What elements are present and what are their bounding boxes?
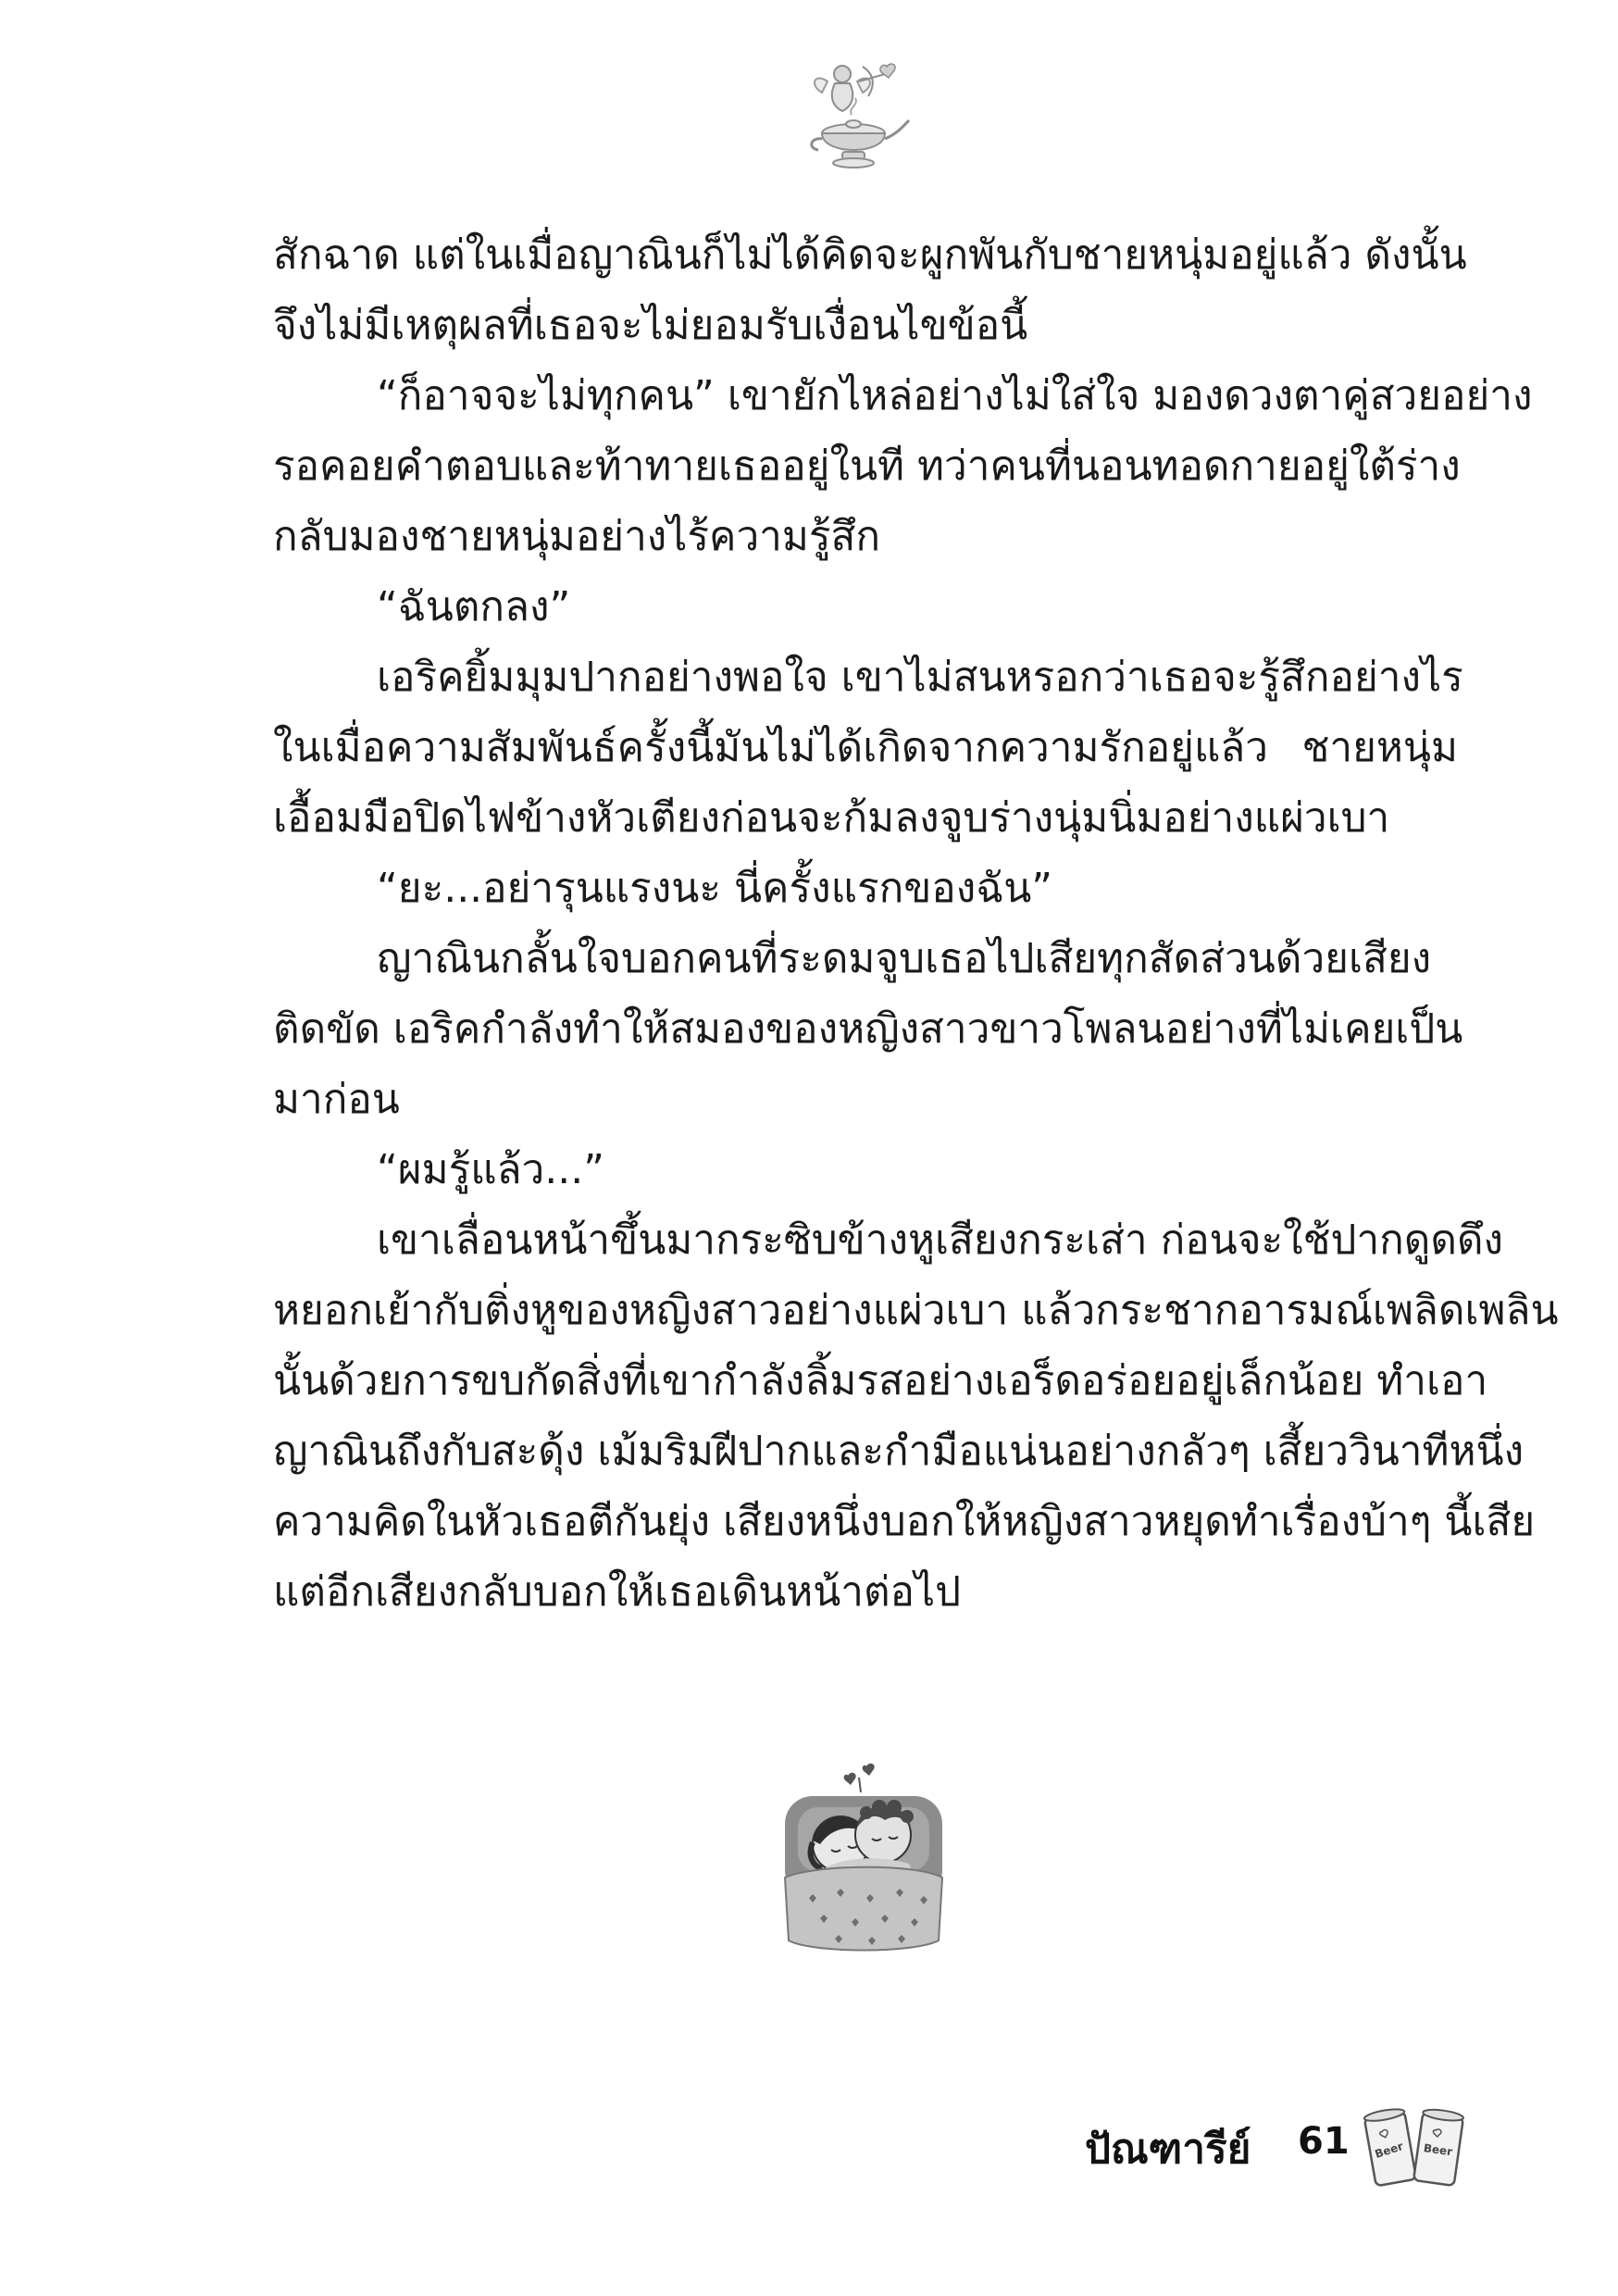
page-footer — [1085, 2094, 1464, 2196]
text-line: หยอกเย้ากับติ่งหูของหญิงสาวอย่างแผ่วเบา แล้วกระชากอารมณ์เพลิดเพลิน — [273, 1287, 1559, 1334]
text-line: “ยะ...อย่ารุนแรงนะ นี่ครั้งแรกของฉัน” — [377, 865, 1053, 912]
sleeping-couple-illustration — [776, 1759, 952, 1963]
beer-cans-icon — [1363, 2098, 1466, 2190]
can-label-right: Beer — [1423, 2141, 1454, 2159]
text-line: แต่อีกเสียงกลับบอกให้เธอเดินหน้าต่อไป — [273, 1568, 962, 1616]
text-line: “ก็อาจจะไม่ทุกคน” เขายักไหล่อย่างไม่ใส่ใจ มองดวงตาคู่สวยอย่าง — [377, 372, 1533, 419]
text-line: “ผมรู้แล้ว...” — [377, 1146, 604, 1193]
text-line: ความคิดในหัวเธอตีกันยุ่ง เสียงหนึ่งบอกให้หญิงสาวหยุดทำเรื่องบ้าๆ นี้เสีย — [273, 1498, 1536, 1545]
text-line: รอคอยคำตอบและท้าทายเธออยู่ในที ทว่าคนที่นอนทอดกายอยู่ใต้ร่าง — [273, 443, 1461, 490]
text-line: กลับมองชายหนุ่มอย่างไร้ความรู้สึก — [273, 513, 881, 560]
text-line: ในเมื่อความสัมพันธ์ครั้งนี้มันไม่ได้เกิดจากความรักอยู่แล้ว ชายหนุ่ม — [273, 724, 1458, 771]
text-line: ญาณินกลั้นใจบอกคนที่ระดมจูบเธอไปเสียทุกสัดส่วนด้วยเสียง — [377, 935, 1432, 982]
text-line: ญาณินถึงกับสะดุ้ง เม้มริมฝีปากและกำมือแน่นอย่างกลัวๆ เสี้ยววินาทีหนึ่ง — [273, 1428, 1525, 1475]
page-number: 61 — [1298, 2120, 1350, 2163]
magic-lamp-with-cupid-icon — [794, 54, 915, 174]
text-line: ติดขัด เอริคกำลังทำให้สมองของหญิงสาวขาวโพลนอย่างที่ไม่เคยเป็น — [273, 1005, 1463, 1053]
can-label-left: Beer — [1373, 2139, 1405, 2161]
text-line: มาก่อน — [273, 1076, 400, 1123]
text-line: “ฉันตกลง” — [377, 583, 571, 630]
text-line: สักฉาด แต่ในเมื่อญาณินก็ไม่ได้คิดจะผูกพันกับชายหนุ่มอยู่แล้ว ดังนั้น — [273, 231, 1467, 279]
text-line: นั้นด้วยการขบกัดสิ่งที่เขากำลังลิ้มรสอย่างเอร็ดอร่อยอยู่เล็กน้อย ทำเอา — [273, 1357, 1488, 1404]
author-name: ปัณฑารีย์ — [1085, 2126, 1251, 2173]
text-line: จึงไม่มีเหตุผลที่เธอจะไม่ยอมรับเงื่อนไขข้อนี้ — [273, 302, 1028, 349]
text-line: เอื้อมมือปิดไฟข้างหัวเตียงก่อนจะก้มลงจูบร่างนุ่มนิ่มอย่างแผ่วเบา — [273, 794, 1390, 842]
text-line: เขาเลื่อนหน้าขึ้นมากระซิบข้างหูเสียงกระเส่า ก่อนจะใช้ปากดูดดึง — [377, 1217, 1504, 1264]
text-line: เอริคยิ้มมุมปากอย่างพอใจ เขาไม่สนหรอกว่าเธอจะรู้สึกอย่างไร — [377, 654, 1463, 701]
body-text — [273, 220, 1559, 1628]
